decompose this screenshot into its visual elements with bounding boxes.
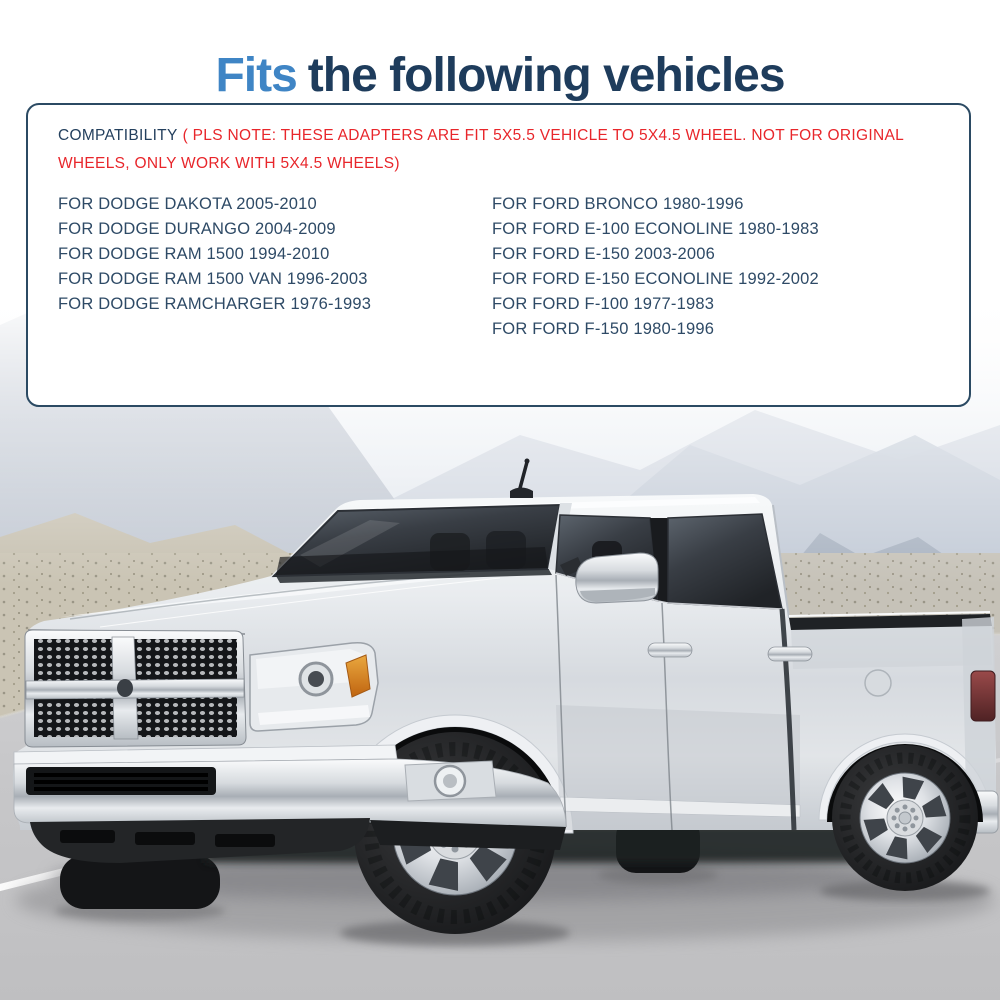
- vehicle-list-ford: [492, 192, 939, 342]
- vehicle-item: FOR FORD E-150 ECONOLINE 1992-2002: [492, 270, 819, 288]
- compatibility-card: [26, 103, 971, 407]
- ram-badge: [117, 679, 133, 697]
- taillight: [971, 671, 995, 721]
- page-title-rest: the following vehicles: [307, 49, 785, 103]
- grille: [25, 630, 246, 747]
- vehicle-item: FOR FORD F-150 1980-1996: [492, 320, 715, 338]
- page-title-highlight: Fits: [215, 49, 297, 103]
- vehicle-item: FOR DODGE DAKOTA 2005-2010: [58, 195, 317, 213]
- vehicle-item: FOR DODGE RAMCHARGER 1976-1993: [58, 295, 372, 313]
- rear-door-handle: [768, 647, 812, 661]
- compatibility-label: COMPATIBILITY: [58, 127, 178, 144]
- far-front-tire: [60, 855, 220, 909]
- rear-wheel: [832, 745, 978, 891]
- headlight: [250, 643, 378, 731]
- vehicle-item: FOR DODGE RAM 1500 VAN 1996-2003: [58, 270, 368, 288]
- vehicle-item: FOR DODGE DURANGO 2004-2009: [58, 220, 336, 238]
- fuel-door: [865, 670, 891, 696]
- page-title: [0, 48, 1000, 103]
- vehicle-lists: [58, 192, 939, 342]
- vehicle-item: FOR FORD BRONCO 1980-1996: [492, 195, 744, 213]
- vehicle-list-dodge: [58, 192, 492, 342]
- vehicle-item: FOR FORD E-150 2003-2006: [492, 245, 716, 263]
- front-door-handle: [648, 643, 692, 657]
- vehicle-item: FOR FORD F-100 1977-1983: [492, 295, 715, 313]
- vehicle-item: FOR DODGE RAM 1500 1994-2010: [58, 245, 330, 263]
- vehicle-item: FOR FORD E-100 ECONOLINE 1980-1983: [492, 220, 819, 238]
- front-bumper: [14, 745, 566, 863]
- compatibility-warning: ( PLS NOTE: THESE ADAPTERS ARE FIT 5X5.5 VEHICLE TO 5X4.5 WHEEL. NOT FOR ORIGINAL WHEELS, ONLY WORK WITH 5X4.5 WHEELS): [58, 127, 904, 172]
- compatibility-note: [58, 122, 939, 178]
